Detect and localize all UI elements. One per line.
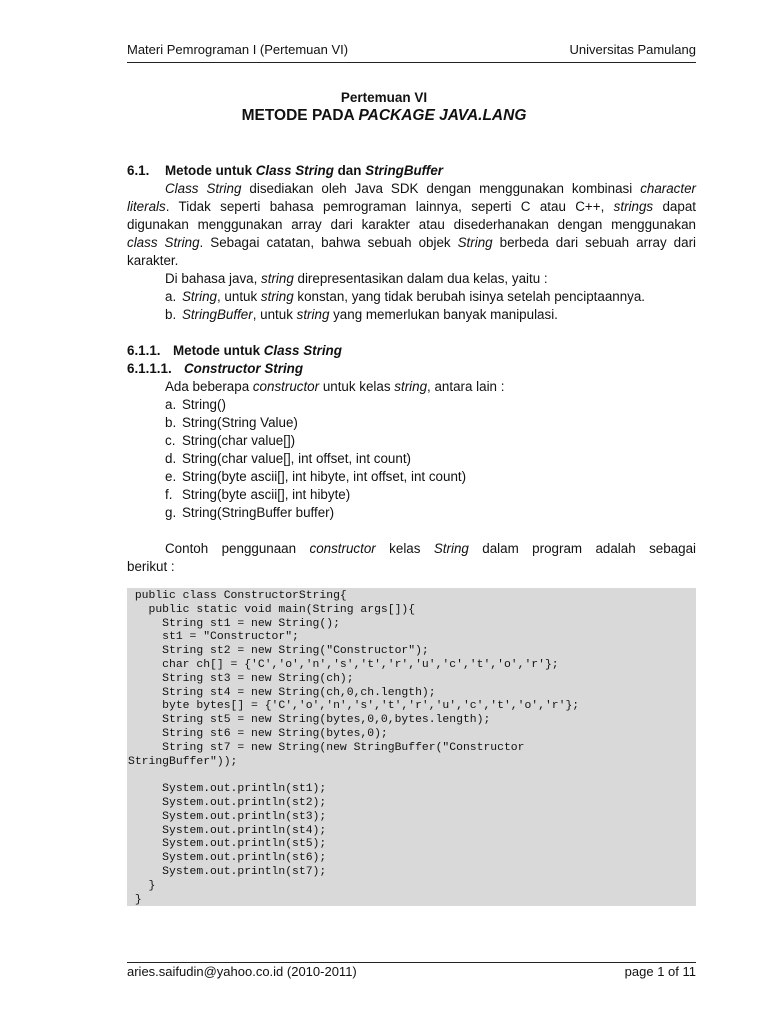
footer-rule bbox=[127, 962, 696, 963]
header-university: Universitas Pamulang bbox=[569, 42, 696, 57]
section-6-1-1-heading: 6.1.1. Metode untuk Class String bbox=[127, 343, 342, 358]
chapter-title: METODE PADA PACKAGE JAVA.LANG bbox=[241, 107, 527, 124]
string-classes-intro: Di bahasa java, string direpresentasikan dalam dua kelas, yaitu : bbox=[165, 271, 548, 286]
list-item: b. StringBuffer, untuk string yang memerlukan banyak manipulasi. bbox=[165, 307, 558, 322]
page-header bbox=[127, 42, 696, 60]
list-item: a. String() bbox=[165, 397, 226, 412]
header-rule bbox=[127, 62, 696, 63]
list-item: a. String, untuk string konstan, yang tidak berubah isinya setelah penciptaannya. bbox=[165, 289, 646, 304]
section-6-1-paragraph: Class String disediakan oleh Java SDK dengan menggunakan kombinasi character literals. Tidak seperti bahasa pemrograman lainnya, seperti C atau C++, strings dapat digunakan menggunakan array dari karakter atau disederhanakan dengan menggunakan class String. Sebagai catatan, bahwa sebuah objek String berbeda dari sebuah array dari karakter. bbox=[127, 181, 697, 268]
author-email: aries.saifudin@yahoo.co.id (2010-2011) bbox=[127, 964, 357, 979]
list-item: d. String(char value[], int offset, int count) bbox=[165, 451, 411, 466]
section-6-1-heading: 6.1. Metode untuk Class String dan StringBuffer bbox=[127, 163, 444, 178]
constructor-intro: Ada beberapa constructor untuk kelas string, antara lain : bbox=[165, 379, 505, 394]
meeting-label: Pertemuan VI bbox=[340, 90, 428, 105]
section-6-1-1-1-heading: 6.1.1.1. Constructor String bbox=[127, 361, 304, 376]
page-footer bbox=[127, 964, 696, 979]
list-item: f. String(byte ascii[], int hibyte) bbox=[165, 487, 351, 502]
header-course-title: Materi Pemrograman I (Pertemuan VI) bbox=[127, 42, 349, 57]
list-item: e. String(byte ascii[], int hibyte, int offset, int count) bbox=[165, 469, 467, 484]
list-item: c. String(char value[]) bbox=[165, 433, 296, 448]
list-item: g. String(StringBuffer buffer) bbox=[165, 505, 335, 520]
document-body bbox=[127, 162, 696, 576]
example-intro: Contoh penggunaan constructor kelas String dalam program adalah sebagai berikut : bbox=[127, 541, 697, 574]
code-block bbox=[127, 588, 696, 906]
list-item: b. String(String Value) bbox=[165, 415, 298, 430]
page-number: page 1 of 11 bbox=[624, 964, 696, 979]
code-listing: public class ConstructorString{ public static void main(String args[]){ String st1 = new String(); st1 = "Constructor"; String st2 = new String("Constructor"); char ch[] = {'C','o','n','s','t','r','u','c','t','o','r'}; String st3 = new String(ch); String st4 = new String(ch,0,ch.length); byte bytes[] = {'C','o','n','s','t','r','u','c','t','o','r'}; String st5 = new String(bytes,0,0,bytes.length); String st6 = new String(bytes,0); String st7 = new String(new StringBuffer("Constructor StringBuffer")); System.out.println(st1); System.out.println(st2); System.out.println(st3); System.out.println(st4); System.out.println(st5); System.out.println(st6); System.out.println(st7); } } bbox=[128, 590, 580, 906]
